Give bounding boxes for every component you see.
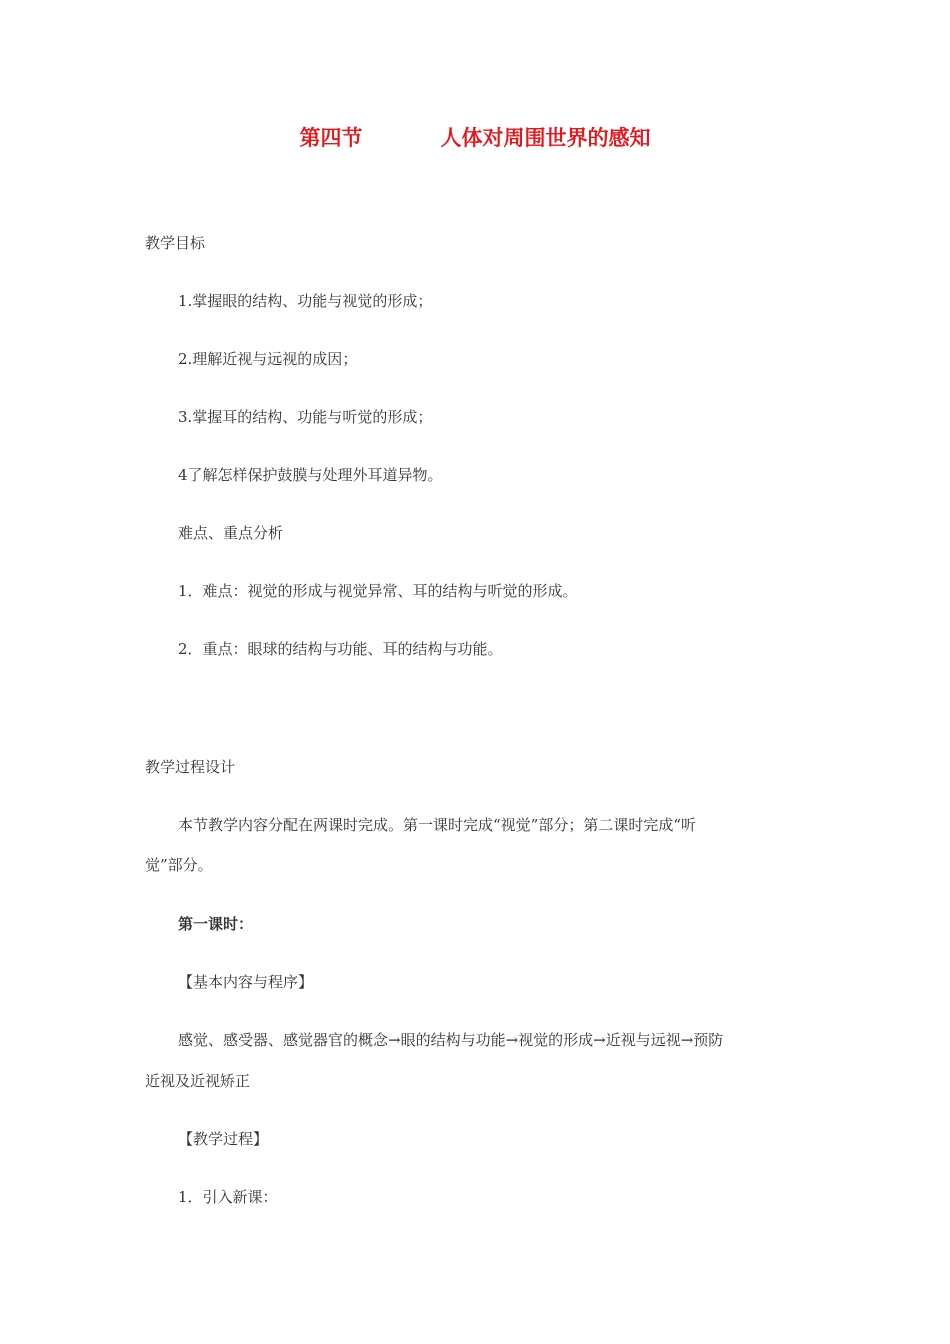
intro-paragraph-line-2: 觉”部分。 [145, 856, 213, 874]
intro-paragraph-line-1: 本节教学内容分配在两课时完成。第一课时完成“视觉”部分；第二课时完成“听 [178, 816, 697, 834]
objective-item-4: 4了解怎样保护鼓膜与处理外耳道异物。 [178, 466, 443, 484]
process-heading: 教学过程设计 [145, 758, 236, 776]
page-title [0, 122, 950, 152]
title-topic: 人体对周围世界的感知 [440, 126, 651, 150]
title-section-number: 第四节 [299, 126, 363, 150]
basic-content-heading: 【基本内容与程序】 [178, 973, 314, 991]
analysis-item-difficulty: 1．难点：视觉的形成与视觉异常、耳的结构与听觉的形成。 [178, 582, 578, 600]
basic-content-line-1: 感觉、感受器、感觉器官的概念→眼的结构与功能→视觉的形成→近视与远视→预防 [178, 1031, 724, 1049]
objective-item-1: 1.掌握眼的结构、功能与视觉的形成； [178, 292, 433, 310]
analysis-item-key-point: 2．重点：眼球的结构与功能、耳的结构与功能。 [178, 640, 503, 658]
teaching-process-heading: 【教学过程】 [178, 1130, 269, 1148]
step-1-intro-new-lesson: 1．引入新课： [178, 1188, 278, 1206]
basic-content-line-2: 近视及近视矫正 [145, 1072, 251, 1090]
analysis-heading: 难点、重点分析 [178, 524, 284, 542]
objectives-heading: 教学目标 [145, 234, 206, 252]
lesson-1-heading: 第一课时： [178, 915, 254, 933]
objective-item-3: 3.掌握耳的结构、功能与听觉的形成； [178, 408, 433, 426]
objective-item-2: 2.理解近视与远视的成因； [178, 350, 358, 368]
